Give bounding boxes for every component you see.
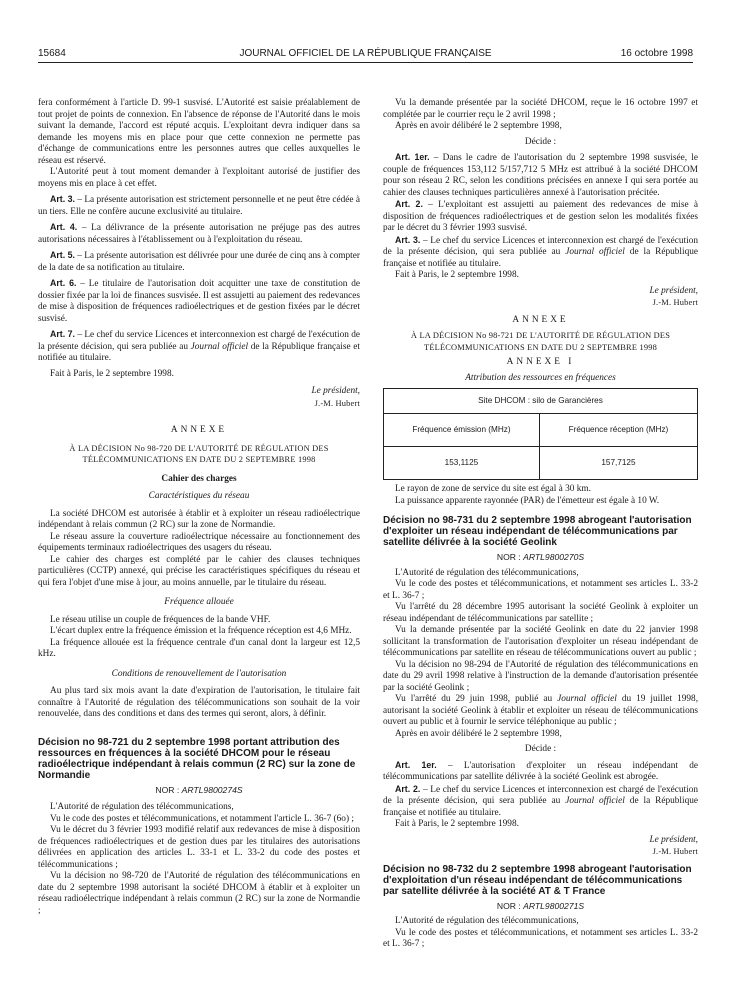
nor-value: ARTL9800274S bbox=[181, 784, 243, 795]
table-row bbox=[384, 414, 698, 447]
article-text: – Le chef du service Licences et interconnexion est chargé de l'exécution de la présente décision, qui sera publiée au bbox=[383, 235, 698, 257]
paragraph bbox=[383, 694, 698, 729]
site-cell: Site DHCOM : silo de Garancières bbox=[384, 389, 698, 414]
page-header bbox=[38, 48, 693, 63]
paragraph: L'Autorité peut à tout moment demander à l'exploitant autorisé de justifier des moyens mis en place à cet effet. bbox=[38, 167, 360, 189]
table-row bbox=[384, 389, 698, 414]
article-label: Art. 6. bbox=[50, 278, 77, 288]
nor-reference bbox=[383, 901, 698, 913]
annex-subheading: À LA DÉCISION No 98-721 DE L'AUTORITÉ DE RÉGULATION DES TÉLÉCOMMUNICATIONS EN DATE DU 2 SEPTEMBRE 1998 bbox=[410, 331, 671, 352]
article-4 bbox=[38, 222, 360, 246]
signatory-title: Le président, bbox=[311, 386, 360, 396]
article-2 bbox=[383, 199, 698, 235]
article-label: Art. 2. bbox=[395, 199, 423, 209]
paragraph: Vu le code des postes et télécommunications, et notamment l'article L. 36-7 (6o) ; bbox=[50, 813, 354, 824]
article-text: – La présente autorisation est strictement personnelle et ne peut être cédée à un tiers. Elle ne confère aucune exclusivité au titulaire. bbox=[38, 195, 360, 217]
paragraph: Après en avoir délibéré le 2 septembre 1998, bbox=[395, 728, 562, 739]
left-column bbox=[38, 98, 360, 917]
page-number: 15684 bbox=[38, 48, 66, 59]
decision-title: Décision no 98-731 du 2 septembre 1998 abrogeant l'autorisation d'exploiter un réseau indépendant de télécommunications par satellite délivrée à la société Geolink bbox=[383, 515, 692, 548]
decision-title: Décision no 98-732 du 2 septembre 1998 abrogeant l'autorisation d'exploitation d'un réseau indépendant de télécommunications par satellite délivrée à la société AT & T France bbox=[383, 863, 692, 897]
article-3 bbox=[383, 235, 698, 271]
paragraph: L'Autorité de régulation des télécommunications, bbox=[395, 916, 579, 926]
article-text: – L'autorisation d'exploiter un réseau indépendant de télécommunications par satellite délivrée à la société Geolink est abrogée. bbox=[383, 760, 698, 782]
annex-heading: ANNEXE bbox=[170, 425, 228, 435]
journal-ref: Journal officiel bbox=[565, 796, 625, 806]
paragraph: Vu le décret du 3 février 1993 modifié relatif aux redevances de mise à disposition de fréquences radioélectriques et de gestion dues par les titulaires des autorisations délivrées en application des articles L. 33-1 et L. 33-2 du code des postes et télécommunications ; bbox=[38, 825, 360, 870]
paragraph: L'Autorité de régulation des télécommunications, bbox=[395, 567, 579, 578]
nor-label: NOR : bbox=[496, 552, 524, 562]
article-text: de la République française et notifiée au titulaire. bbox=[383, 796, 698, 818]
paragraph: fera conformément à l'article D. 99-1 susvisé. L'Autorité est saisie préalablement de tout projet de points de connexion. En l'absence de réponse de l'Autorité dans le mois suivant la demande, l'accord est réputé acquis. L'exploitant devra indiquer dans sa demande les moyens mis en place pour que cette connexion ne permette pas d'échange de communications entre les personnes autres que celles auxquelles le réseau est réservé. bbox=[38, 98, 360, 166]
paragraph: Vu la demande présentée par la société DHCOM, reçue le 16 octobre 1997 et complétée par le courrier reçu le 2 avril 1998 ; bbox=[383, 98, 698, 120]
paragraph: Le réseau utilise un couple de fréquences de la bande VHF. bbox=[50, 614, 271, 625]
paragraph: La fréquence allouée est la fréquence centrale d'un canal dont la largeur est 12,5 kHz. bbox=[38, 637, 360, 659]
paragraph: Le réseau assure la couverture radioélectrique nécessaire au fonctionnement des équipements terminaux radioélectriques des usagers du réseau. bbox=[38, 531, 360, 553]
article-text: de la République française et notifiée au titulaire. bbox=[383, 247, 698, 269]
paragraph: Vu le code des postes et télécommunications, et notamment ses articles L. 33-2 et L. 36-7 ; bbox=[383, 579, 698, 601]
paragraph-text: du 19 juillet 1998, autorisant la société Geolink à établir et exploiter un réseau de télécommunications ouvert au public et à fournir le service téléphonique au public ; bbox=[383, 694, 698, 727]
decide-heading: Décide : bbox=[524, 744, 557, 754]
paragraph: La puissance apparente rayonnée (PAR) de l'émetteur est égale à 10 W. bbox=[395, 495, 660, 506]
article-text: – L'exploitant est assujetti au paiement des redevances de mise à disposition de fréquences radioélectriques et de gestion selon les modalités fixées par le décret du 3 février 1993 susvisé. bbox=[383, 200, 698, 233]
frequency-table bbox=[383, 388, 698, 480]
signatory-title: Le président, bbox=[649, 834, 698, 845]
table-row bbox=[384, 447, 698, 480]
paragraph: Vu la décision no 98-720 de l'Autorité de régulation des télécommunications en date du 2 septembre 1998 autorisant la société DHCOM à établir et à exploiter un réseau radioélectrique indépendant à relais commun (2 RC) sur la zone de Normandie ; bbox=[38, 871, 360, 916]
paragraph: Le rayon de zone de service du site est égal à 30 km. bbox=[395, 484, 591, 494]
decision-title: Décision no 98-721 du 2 septembre 1998 portant attribution des ressources en fréquences à la société DHCOM pour le réseau radioélectrique indépendant à relais commun (2 RC) sur la zone de Normandie bbox=[38, 736, 356, 781]
paragraph: Le cahier des charges est complété par le cahier des clauses techniques particulières (CCTP) annexé, qui précise les caractéristiques spécifiques du réseau et qui fera l'objet d'une mise à jour, au moins annuelle, par le titulaire du réseau. bbox=[38, 554, 360, 588]
article-label: Art. 1er. bbox=[395, 152, 430, 162]
article-3 bbox=[38, 194, 360, 218]
article-label: Art. 3. bbox=[395, 234, 421, 245]
article-7 bbox=[38, 329, 360, 365]
signing-place: Fait à Paris, le 2 septembre 1998. bbox=[395, 270, 519, 280]
article-label: Art. 5. bbox=[50, 250, 75, 260]
article-text: – Le titulaire de l'autorisation doit acquitter une taxe de constitution de dossier fixée par la loi de finances susvisée. Il est assujetti au paiement des redevances de mise à disposition de fréquences radioélectriques et de gestion fixées par le décret susvisé. bbox=[38, 279, 360, 324]
nor-label: NOR : bbox=[496, 900, 524, 911]
paragraph: L'écart duplex entre la fréquence émission et la fréquence réception est 4,6 MHz. bbox=[50, 626, 352, 636]
right-column bbox=[383, 98, 698, 951]
paragraph: L'Autorité de régulation des télécommunications, bbox=[50, 802, 234, 812]
annex-i-heading: ANNEXE I bbox=[506, 357, 575, 367]
signatory-name: J.-M. Hubert bbox=[652, 847, 698, 856]
article-text: – Dans le cadre de l'autorisation du 2 septembre 1998 susvisée, le couple de fréquences 153,112 5/157,712 5 MHz est attribué à la société DHCOM pour son réseau 2 RC, selon les conditions précisées en annexe I qui sera portée au cahier des clauses techniques particulières annexé à l'autorisation précitée. bbox=[383, 153, 698, 198]
article-label: Art. 2. bbox=[395, 783, 421, 794]
subsection-heading: Fréquence allouée bbox=[164, 597, 234, 607]
journal-ref: Journal officiel bbox=[565, 247, 625, 257]
subsection-heading: Caractéristiques du réseau bbox=[148, 491, 250, 501]
nor-value: ARTL9800270S bbox=[523, 552, 585, 562]
section-heading: Cahier des charges bbox=[161, 473, 237, 484]
journal-ref: Journal officiel bbox=[190, 341, 249, 352]
article-text: de la République française et notifiée au titulaire. bbox=[38, 341, 360, 363]
signatory-title: Le président, bbox=[649, 285, 698, 296]
article-label: Art. 7. bbox=[50, 329, 75, 339]
paragraph: Vu la décision no 98-294 de l'Autorité de régulation des télécommunications en date du 29 avril 1998 relative à l'instruction de la demande d'autorisation présentée par la société Geolink ; bbox=[383, 659, 698, 693]
paragraph: Vu l'arrêté du 28 décembre 1995 autorisant la société Geolink à exploiter un réseau indépendant de télécommunications par satellite ; bbox=[383, 602, 698, 624]
nor-reference bbox=[383, 552, 698, 564]
signing-place: Fait à Paris, le 2 septembre 1998. bbox=[50, 368, 174, 379]
paragraph: La société DHCOM est autorisée à établir et à exploiter un réseau radioélectrique indépendant à relais commun (2 RC) sur la zone de Normandie. bbox=[38, 508, 360, 530]
article-label: Art. 4. bbox=[50, 222, 78, 232]
article-5 bbox=[38, 250, 360, 274]
subsection-heading: Conditions de renouvellement de l'autorisation bbox=[111, 668, 287, 679]
signing-place: Fait à Paris, le 2 septembre 1998. bbox=[395, 819, 519, 829]
annex-heading: ANNEXE bbox=[512, 314, 569, 325]
paragraph: Au plus tard six mois avant la date d'expiration de l'autorisation, le titulaire fait connaître à l'Autorité de régulation des télécommunications son souhait de la voir renouvelée, dans des conditions et dans des termes qui seront, alors, à définir. bbox=[38, 686, 360, 719]
journal-ref: Journal officiel bbox=[557, 694, 617, 704]
emission-value: 153,1125 bbox=[384, 447, 540, 480]
reception-value: 157,7125 bbox=[539, 447, 697, 480]
emission-header: Fréquence émission (MHz) bbox=[384, 414, 540, 447]
article-text: – La présente autorisation est délivrée pour une durée de cinq ans à compter de la date de sa notification au titulaire. bbox=[38, 251, 360, 273]
attribution-title: Attribution des ressources en fréquences bbox=[465, 372, 616, 383]
reception-header: Fréquence réception (MHz) bbox=[539, 414, 697, 447]
annex-subheading: À LA DÉCISION No 98-720 DE L'AUTORITÉ DE RÉGULATION DES TÉLÉCOMMUNICATIONS EN DATE DU 2 SEPTEMBRE 1998 bbox=[69, 443, 329, 464]
issue-date: 16 octobre 1998 bbox=[620, 48, 693, 59]
paragraph: Vu le code des postes et télécommunications, et notamment ses articles L. 33-2 et L. 36-7 ; bbox=[383, 927, 698, 949]
article-text: – Le chef du service Licences et interconnexion est chargé de l'exécution de la présente décision, qui sera publiée au bbox=[383, 784, 698, 806]
nor-reference bbox=[38, 785, 360, 797]
article-1 bbox=[383, 152, 698, 199]
nor-value: ARTL9800271S bbox=[523, 900, 585, 911]
article-label: Art. 3. bbox=[50, 194, 75, 204]
signatory-name: J.-M. Hubert bbox=[314, 398, 360, 408]
paragraph: Vu la demande présentée par la société Geolink en date du 22 janvier 1998 sollicitant la transformation de l'autorisation d'exploiter un réseau indépendant de télécommunications par satellite en réseau de télécommunications ouvert au public ; bbox=[383, 625, 698, 658]
article-2 bbox=[383, 784, 698, 820]
article-text: – La délivrance de la présente autorisation ne préjuge pas des autres autorisations nécessaires à l'établissement ou à l'exploitation du réseau. bbox=[38, 223, 360, 245]
article-1 bbox=[383, 760, 698, 784]
article-label: Art. 1er. bbox=[395, 759, 437, 770]
signatory-name: J.-M. Hubert bbox=[652, 298, 698, 307]
article-6 bbox=[38, 278, 360, 325]
paragraph: Après en avoir délibéré le 2 septembre 1998, bbox=[395, 121, 562, 131]
paragraph-text: Vu l'arrêté du 29 juin 1998, publié au bbox=[395, 694, 558, 704]
journal-title: JOURNAL OFFICIEL DE LA RÉPUBLIQUE FRANÇAISE bbox=[239, 48, 492, 59]
article-text: – Le chef du service Licences et interconnexion est chargé de l'exécution de la présente décision, qui sera publiée au bbox=[38, 330, 360, 352]
decide-heading: Décide : bbox=[524, 136, 557, 147]
nor-label: NOR : bbox=[155, 784, 182, 795]
